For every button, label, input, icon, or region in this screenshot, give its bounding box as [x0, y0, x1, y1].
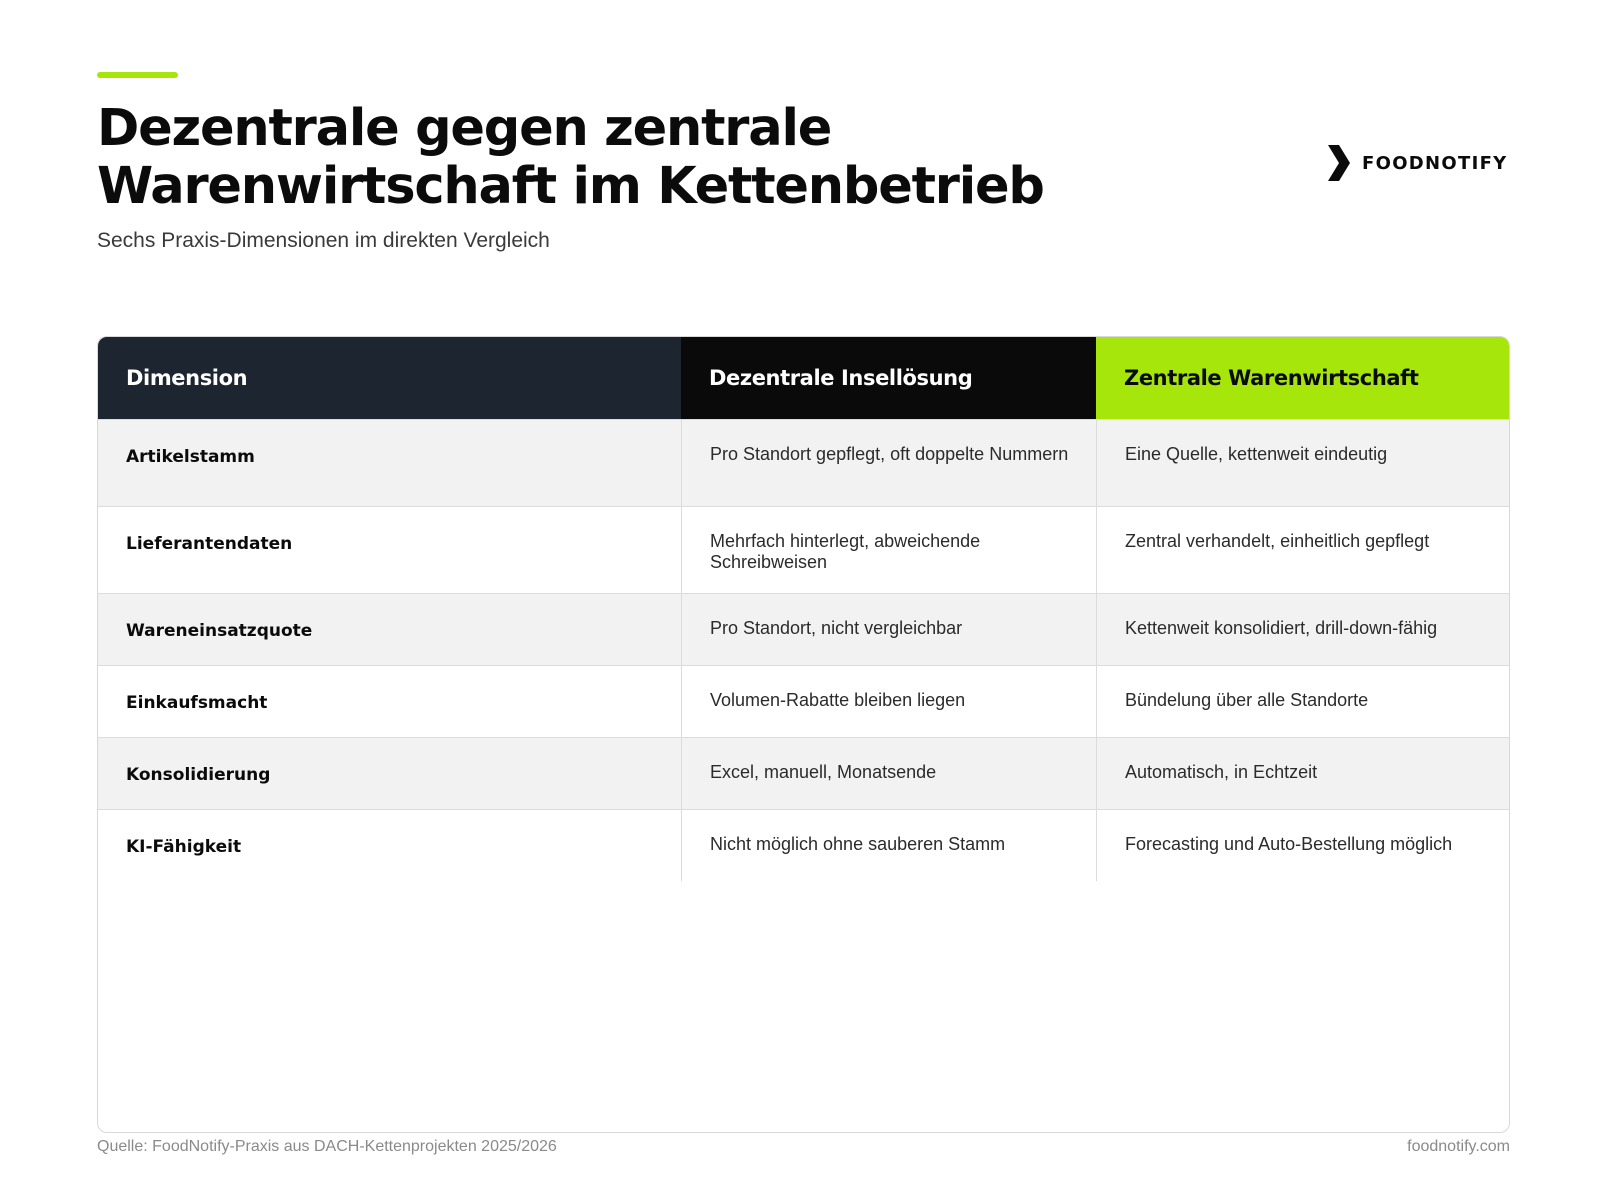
row-zentral: Forecasting und Auto-Bestellung möglich [1096, 810, 1509, 881]
row-zentral: Automatisch, in Echtzeit [1096, 738, 1509, 809]
row-zentral: Zentral verhandelt, einheitlich gepflegt [1096, 507, 1509, 593]
row-dezentral: Volumen-Rabatte bleiben liegen [681, 666, 1096, 737]
table-row [98, 665, 1509, 737]
row-zentral: Eine Quelle, kettenweit eindeutig [1096, 420, 1509, 506]
row-dimension: Konsolidierung [126, 765, 271, 785]
title-line-2: Warenwirtschaft im Kettenbetrieb [97, 157, 1044, 216]
row-zentral: Kettenweit konsolidiert, drill-down-fähig [1096, 594, 1509, 665]
table-row [98, 593, 1509, 665]
row-dimension: Wareneinsatzquote [126, 621, 313, 641]
row-dezentral: Excel, manuell, Monatsende [681, 738, 1096, 809]
row-dezentral: Nicht möglich ohne sauberen Stamm [681, 810, 1096, 881]
row-dimension: KI-Fähigkeit [126, 837, 242, 857]
row-dezentral: Mehrfach hinterlegt, abweichende Schreibweisen [681, 507, 1096, 593]
row-zentral: Bündelung über alle Standorte [1096, 666, 1509, 737]
table-row [98, 506, 1509, 593]
column-header-dezentral: Dezentrale Insellösung [681, 337, 1096, 419]
row-dimension: Artikelstamm [126, 447, 255, 467]
column-header-dimension: Dimension [98, 337, 681, 419]
column-header-zentral: Zentrale Warenwirtschaft [1096, 337, 1509, 419]
page-subtitle: Sechs Praxis-Dimensionen im direkten Vergleich [97, 229, 550, 252]
brand-name: FOODNOTIFY [1362, 152, 1508, 174]
source-note: Quelle: FoodNotify-Praxis aus DACH-Kettenprojekten 2025/2026 [97, 1138, 557, 1155]
table-row [98, 737, 1509, 809]
page-title [97, 100, 1247, 216]
comparison-table [97, 336, 1510, 1133]
brand-logo [1326, 143, 1508, 183]
row-dezentral: Pro Standort, nicht vergleichbar [681, 594, 1096, 665]
table-header-row [98, 337, 1509, 419]
accent-bar [97, 72, 178, 78]
foodnotify-logo-icon [1326, 144, 1352, 182]
row-dimension: Einkaufsmacht [126, 693, 268, 713]
footer-url: foodnotify.com [1407, 1138, 1510, 1155]
table-row [98, 809, 1509, 881]
table-row [98, 419, 1509, 506]
row-dimension: Lieferantendaten [126, 534, 293, 554]
row-dezentral: Pro Standort gepflegt, oft doppelte Nummern [681, 420, 1096, 506]
title-line-1: Dezentrale gegen zentrale [97, 99, 832, 158]
